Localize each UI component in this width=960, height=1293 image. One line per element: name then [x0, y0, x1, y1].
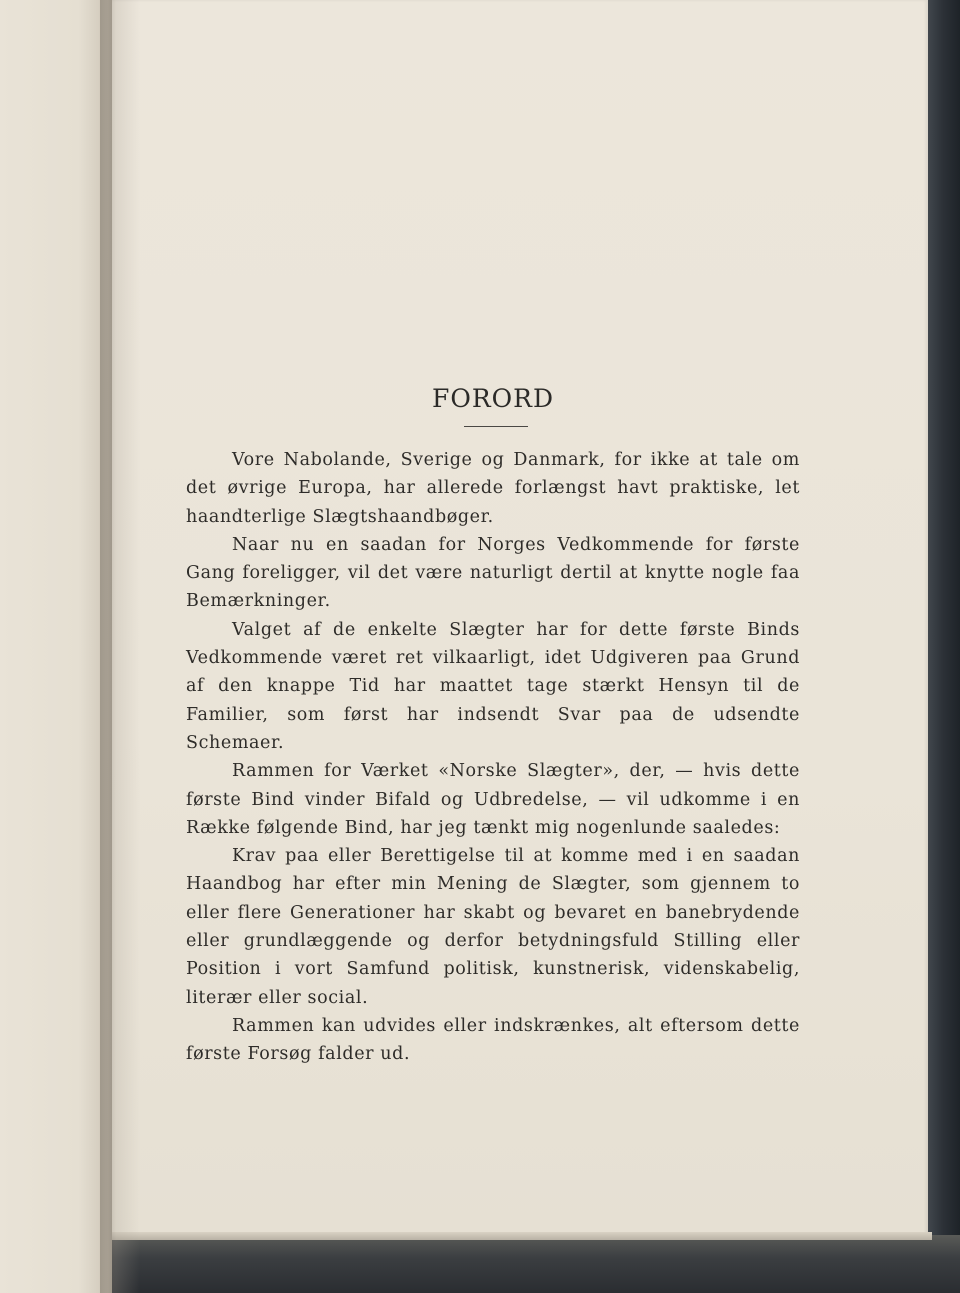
page-edge: [112, 1232, 932, 1240]
left-page: [0, 0, 112, 1293]
book-gutter: [100, 0, 140, 1293]
heading-rule: [464, 426, 528, 427]
paragraph: Krav paa eller Berettigelse til at komme med i en saadan Haandbog har efter min Mening de Slægter, som gjennem to eller flere Generationer har skabt og bevaret en banebrydende eller grundlæggende og derfor betydningsfuld Stilling eller Position i vort Samfund politisk, kunstnerisk, videnskabelig, literær eller social.: [186, 846, 800, 1008]
body-text: [186, 446, 800, 1069]
paragraph: Naar nu en saadan for Norges Vedkommende for første Gang foreligger, vil det være naturligt dertil at knytte nogle faa Bemærkninger.: [186, 534, 800, 612]
paragraph: Rammen for Værket «Norske Slægter», der, — hvis dette første Bind vinder Bifald og Udbredelse, — vil udkomme i en Række følgende Bind, har jeg tænkt mig nogenlunde saaledes:: [186, 761, 800, 838]
page-heading: FORORD: [431, 384, 555, 413]
book-cover-bottom: [0, 1235, 960, 1293]
paragraph: Rammen kan udvides eller indskrænkes, alt eftersom dette første Forsøg falder ud.: [186, 1015, 800, 1065]
book-cover-edge: [926, 0, 960, 1293]
paragraph: Vore Nabolande, Sverige og Danmark, for ikke at tale om det øvrige Europa, har allerede forlængst havt praktiske, let haandterlige Slægtshaandbøger.: [186, 450, 800, 527]
paragraph: Valget af de enkelte Slægter har for dette første Binds Vedkommende været ret vilkaarligt, idet Udgiveren paa Grund af den knappe Tid har maattet tage stærkt Hensyn til de Familier, som først har indsendt Svar paa de udsendte Schemaer.: [186, 619, 800, 753]
